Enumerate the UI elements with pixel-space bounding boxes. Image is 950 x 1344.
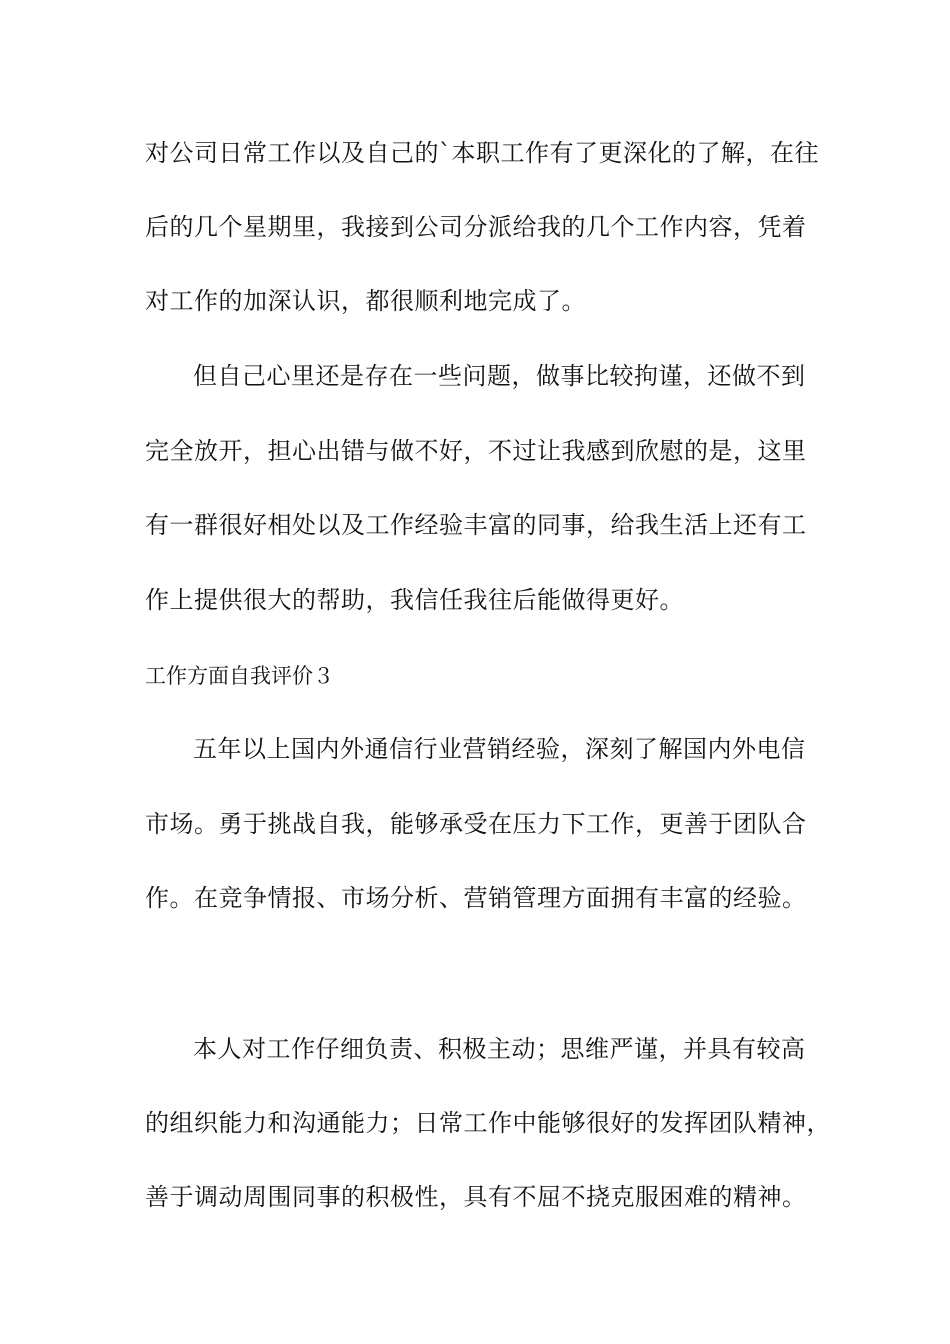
paragraph-2-line-4: 作上提供很大的帮助，我信任我往后能做得更好。 <box>145 586 684 614</box>
paragraph-1-line-3: 对工作的加深认识，都很顺利地完成了。 <box>145 287 586 315</box>
paragraph-3-line-3: 作。在竞争情报、市场分析、营销管理方面拥有丰富的经验。 <box>145 884 807 912</box>
paragraph-2-line-2: 完全放开，担心出错与做不好，不过让我感到欣慰的是，这里 <box>145 437 807 465</box>
paragraph-4-line-3: 善于调动周围同事的积极性，具有不屈不挠克服困难的精神。 <box>145 1183 807 1211</box>
paragraph-2-line-3: 有一群很好相处以及工作经验丰富的同事，给我生活上还有工 <box>145 511 807 539</box>
paragraph-1-line-1: 对公司日常工作以及自己的`本职工作有了更深化的了解，在往 <box>145 139 819 167</box>
paragraph-1-line-2: 后的几个星期里，我接到公司分派给我的几个工作内容，凭着 <box>145 213 807 241</box>
paragraph-3-line-1: 五年以上国内外通信行业营销经验，深刻了解国内外电信 <box>193 735 806 763</box>
paragraph-4-line-2: 的组织能力和沟通能力；日常工作中能够很好的发挥团队精神， <box>145 1109 831 1137</box>
paragraph-3-line-2: 市场。勇于挑战自我，能够承受在压力下工作，更善于团队合 <box>145 810 807 838</box>
paragraph-4-line-1: 本人对工作仔细负责、积极主动；思维严谨，并具有较高 <box>193 1035 806 1063</box>
section-heading: 工作方面自我评价３ <box>145 664 334 688</box>
paragraph-2-line-1: 但自己心里还是存在一些问题，做事比较拘谨，还做不到 <box>193 362 806 390</box>
